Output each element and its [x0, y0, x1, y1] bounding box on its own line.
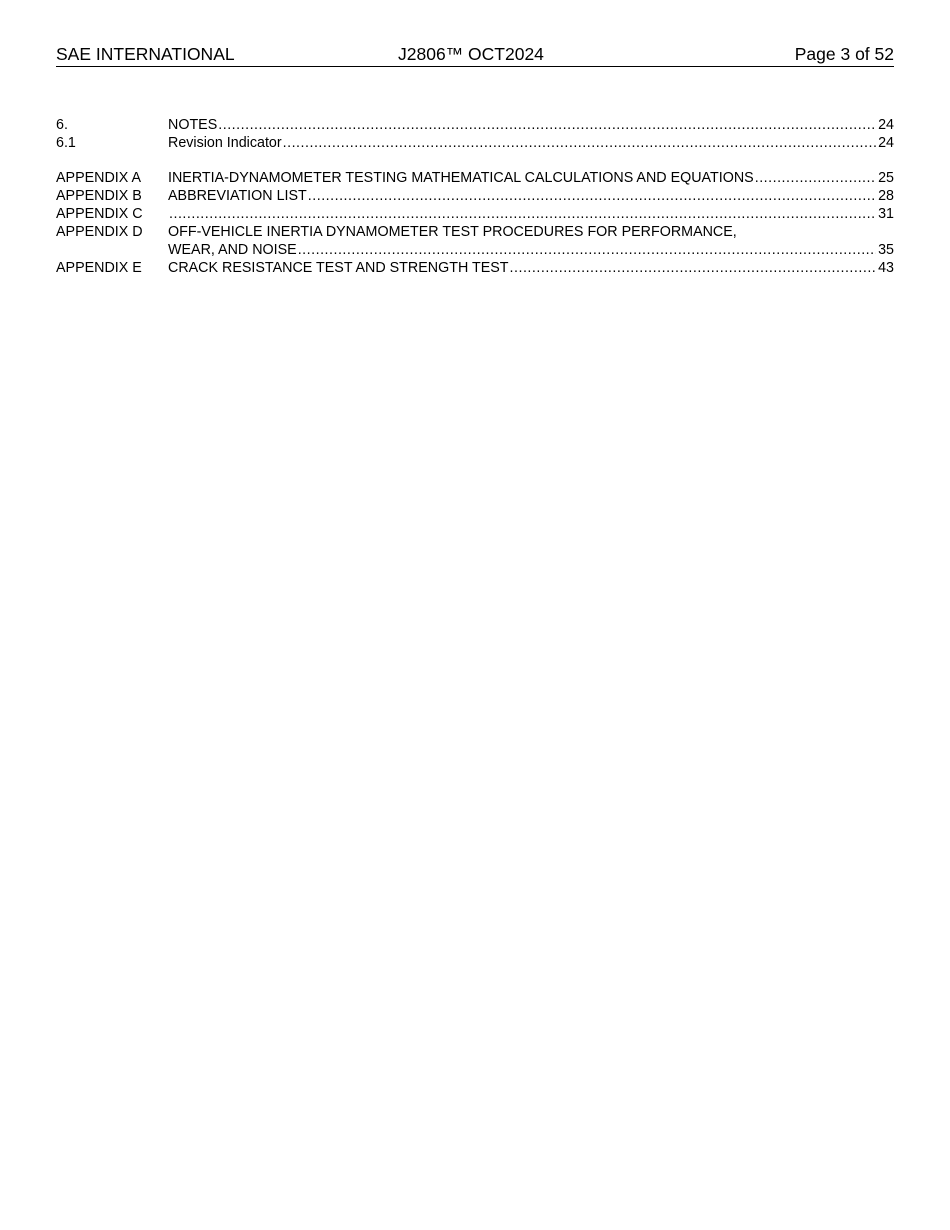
toc-dot-leader [510, 259, 877, 277]
toc-entry[interactable] [56, 134, 894, 152]
toc-entry-number: APPENDIX C [56, 206, 143, 222]
header-document-id: J2806™ OCT2024 [398, 44, 544, 64]
toc-entry[interactable] [56, 169, 894, 187]
toc-entry[interactable] [56, 116, 894, 134]
toc-entry-title: Revision Indicator [168, 135, 282, 151]
toc-entry[interactable] [56, 187, 894, 205]
toc-entry-title: NOTES [168, 117, 218, 133]
toc-entry-number: APPENDIX B [56, 188, 142, 204]
toc-dot-leader [298, 241, 876, 259]
toc-entry[interactable] [56, 223, 894, 259]
toc-entry-number: 6.1 [56, 135, 76, 151]
toc-entry-title: ABBREVIATION LIST [168, 188, 307, 204]
page-header [56, 44, 894, 67]
toc-entry-page: 24 [878, 117, 894, 133]
toc-entry[interactable] [56, 259, 894, 277]
toc-dot-leader [755, 169, 876, 187]
toc-dot-leader [169, 205, 876, 223]
toc-entry[interactable] [56, 205, 894, 223]
toc-entry-page: 28 [878, 188, 894, 204]
toc-dot-leader [283, 134, 876, 152]
toc-entry-title: INERTIA-DYNAMOMETER TESTING MATHEMATICAL CALCULATIONS AND EQUATIONS [168, 170, 754, 186]
header-organization: SAE INTERNATIONAL [56, 44, 235, 64]
toc-entry-page: 25 [878, 170, 894, 186]
toc-entry-number: APPENDIX A [56, 170, 142, 186]
toc-entry-page: 24 [878, 135, 894, 151]
toc-dot-leader [218, 116, 876, 134]
toc-entry-page: 31 [878, 206, 894, 222]
toc-dot-leader [308, 187, 876, 205]
header-page-number: Page 3 of 52 [794, 44, 894, 64]
toc-entry-number: APPENDIX D [56, 224, 143, 240]
table-of-contents [56, 116, 894, 277]
toc-entry-page: 43 [878, 260, 894, 276]
toc-entry-title: OFF-VEHICLE INERTIA DYNAMOMETER TEST PROCEDURES FOR PERFORMANCE, [168, 224, 737, 240]
toc-entry-title: CRACK RESISTANCE TEST AND STRENGTH TEST [168, 260, 509, 276]
toc-entry-number: 6. [56, 117, 68, 133]
toc-entry-page: 35 [878, 242, 894, 258]
toc-entry-title-continued: WEAR, AND NOISE [168, 242, 297, 258]
toc-entry-number: APPENDIX E [56, 260, 142, 276]
